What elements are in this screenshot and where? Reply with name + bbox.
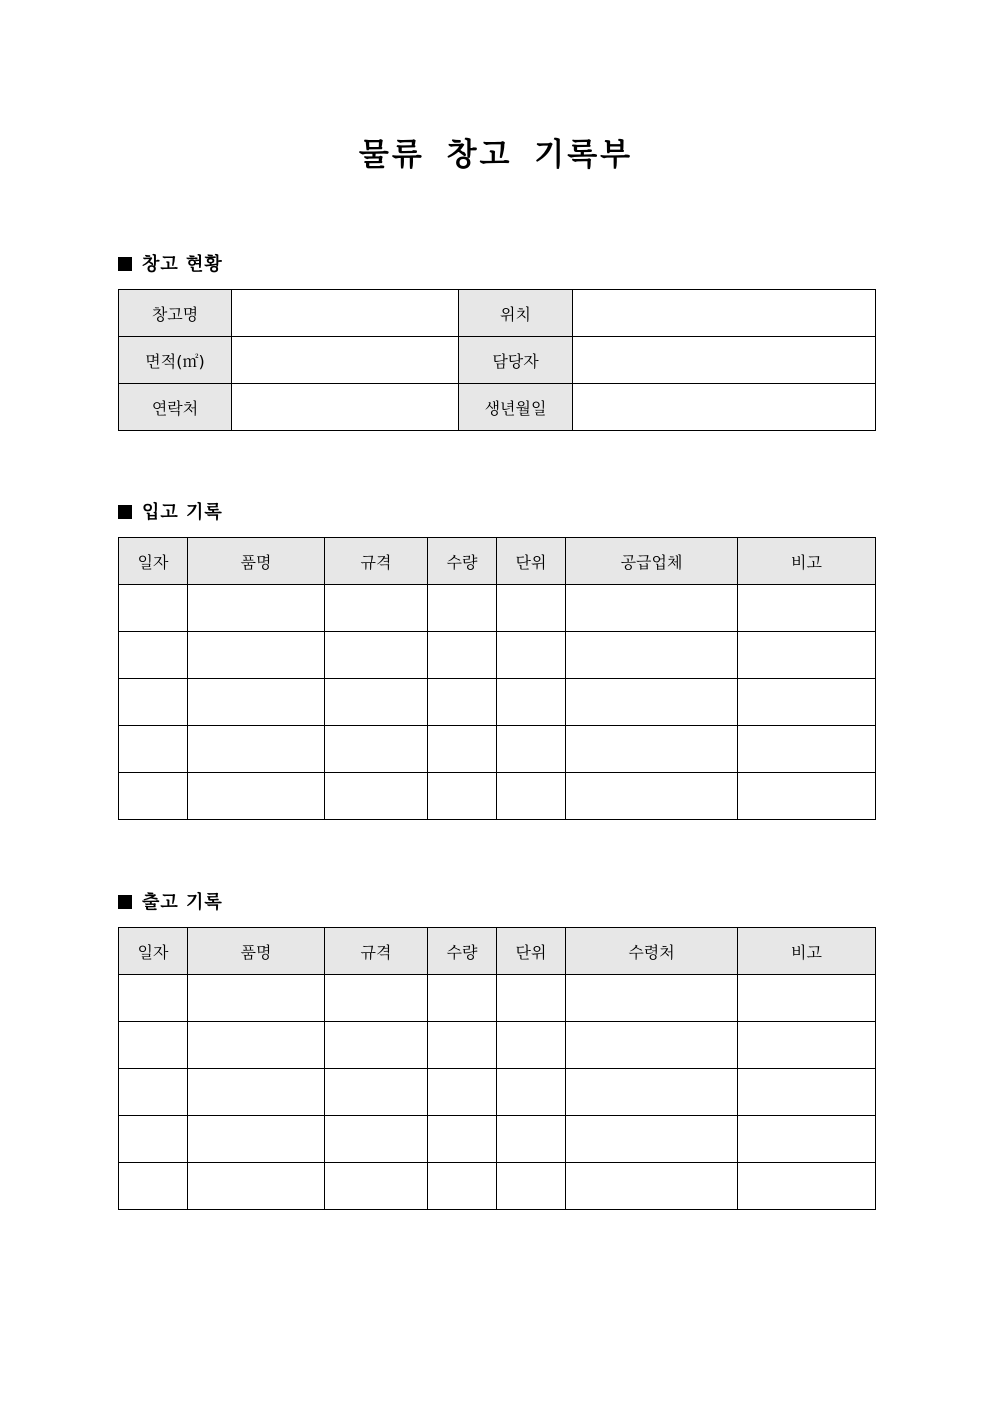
table-cell[interactable] xyxy=(566,585,738,632)
table-cell[interactable] xyxy=(566,679,738,726)
table-cell[interactable] xyxy=(325,632,428,679)
table-cell[interactable] xyxy=(188,1069,325,1116)
table-cell[interactable] xyxy=(119,726,188,773)
table-cell[interactable] xyxy=(325,679,428,726)
table-cell[interactable] xyxy=(119,1022,188,1069)
column-header-item: 품명 xyxy=(188,928,325,975)
table-cell[interactable] xyxy=(497,1022,566,1069)
birthdate-field[interactable] xyxy=(573,384,876,431)
section-heading-text: 창고 현황 xyxy=(142,254,223,275)
column-header-unit: 단위 xyxy=(497,538,566,585)
table-cell[interactable] xyxy=(738,773,876,820)
label-manager: 담당자 xyxy=(459,337,573,384)
table-cell[interactable] xyxy=(497,773,566,820)
table-cell[interactable] xyxy=(188,1163,325,1210)
table-cell[interactable] xyxy=(188,1022,325,1069)
table-row xyxy=(119,975,876,1022)
table-cell[interactable] xyxy=(497,585,566,632)
square-bullet-icon xyxy=(118,895,132,909)
table-row xyxy=(119,726,876,773)
table-cell[interactable] xyxy=(188,726,325,773)
outbound-record-table xyxy=(118,927,876,1210)
label-location: 위치 xyxy=(459,290,573,337)
table-row xyxy=(119,585,876,632)
document-title: 물류 창고 기록부 xyxy=(358,137,634,173)
location-field[interactable] xyxy=(573,290,876,337)
table-row xyxy=(119,632,876,679)
table-cell[interactable] xyxy=(119,975,188,1022)
warehouse-name-field[interactable] xyxy=(232,290,459,337)
table-cell[interactable] xyxy=(566,632,738,679)
column-header-item: 품명 xyxy=(188,538,325,585)
table-cell[interactable] xyxy=(738,975,876,1022)
table-cell[interactable] xyxy=(325,1022,428,1069)
section-heading-warehouse-status xyxy=(118,252,223,278)
label-contact: 연락처 xyxy=(119,384,232,431)
table-cell[interactable] xyxy=(497,1116,566,1163)
column-header-remarks: 비고 xyxy=(738,538,876,585)
table-cell[interactable] xyxy=(428,1022,497,1069)
table-header-row xyxy=(119,538,876,585)
table-cell[interactable] xyxy=(325,585,428,632)
table-cell[interactable] xyxy=(497,975,566,1022)
table-row xyxy=(119,1163,876,1210)
column-header-spec: 규격 xyxy=(325,538,428,585)
square-bullet-icon xyxy=(118,257,132,271)
table-cell[interactable] xyxy=(428,679,497,726)
table-cell[interactable] xyxy=(738,1116,876,1163)
table-cell[interactable] xyxy=(428,975,497,1022)
table-cell[interactable] xyxy=(188,975,325,1022)
table-cell[interactable] xyxy=(119,1069,188,1116)
label-birthdate: 생년월일 xyxy=(459,384,573,431)
table-cell[interactable] xyxy=(738,679,876,726)
table-cell[interactable] xyxy=(325,1069,428,1116)
column-header-quantity: 수량 xyxy=(428,538,497,585)
table-cell[interactable] xyxy=(738,1163,876,1210)
table-cell[interactable] xyxy=(497,632,566,679)
table-cell[interactable] xyxy=(119,632,188,679)
table-row xyxy=(119,290,876,337)
table-cell[interactable] xyxy=(738,1022,876,1069)
table-cell[interactable] xyxy=(566,726,738,773)
column-header-date: 일자 xyxy=(119,538,188,585)
column-header-unit: 단위 xyxy=(497,928,566,975)
table-cell[interactable] xyxy=(566,1022,738,1069)
warehouse-status-table xyxy=(118,289,876,431)
section-heading-text: 입고 기록 xyxy=(142,502,223,523)
table-cell[interactable] xyxy=(428,585,497,632)
table-cell[interactable] xyxy=(738,726,876,773)
table-cell[interactable] xyxy=(428,773,497,820)
table-cell[interactable] xyxy=(566,773,738,820)
section-heading-outbound xyxy=(118,890,223,916)
table-cell[interactable] xyxy=(325,726,428,773)
label-warehouse-name: 창고명 xyxy=(119,290,232,337)
column-header-spec: 규격 xyxy=(325,928,428,975)
table-cell[interactable] xyxy=(566,1069,738,1116)
table-cell[interactable] xyxy=(428,1116,497,1163)
section-heading-inbound xyxy=(118,500,223,526)
column-header-recipient: 수령처 xyxy=(566,928,738,975)
table-row xyxy=(119,1022,876,1069)
table-cell[interactable] xyxy=(428,1163,497,1210)
table-cell[interactable] xyxy=(566,1163,738,1210)
table-cell[interactable] xyxy=(566,1116,738,1163)
table-cell[interactable] xyxy=(188,632,325,679)
table-cell[interactable] xyxy=(188,1116,325,1163)
table-row xyxy=(119,679,876,726)
table-cell[interactable] xyxy=(428,726,497,773)
table-cell[interactable] xyxy=(325,1163,428,1210)
table-cell[interactable] xyxy=(119,773,188,820)
table-row xyxy=(119,337,876,384)
table-row xyxy=(119,1116,876,1163)
table-cell[interactable] xyxy=(738,1069,876,1116)
table-cell[interactable] xyxy=(497,1069,566,1116)
table-cell[interactable] xyxy=(428,1069,497,1116)
table-cell[interactable] xyxy=(497,726,566,773)
table-cell[interactable] xyxy=(738,632,876,679)
square-bullet-icon xyxy=(118,505,132,519)
column-header-date: 일자 xyxy=(119,928,188,975)
table-row xyxy=(119,384,876,431)
table-header-row xyxy=(119,928,876,975)
table-cell[interactable] xyxy=(188,679,325,726)
column-header-remarks: 비고 xyxy=(738,928,876,975)
table-cell[interactable] xyxy=(188,585,325,632)
table-cell[interactable] xyxy=(119,1116,188,1163)
table-cell[interactable] xyxy=(497,1163,566,1210)
inbound-record-table xyxy=(118,537,876,820)
manager-field[interactable] xyxy=(573,337,876,384)
table-row xyxy=(119,1069,876,1116)
table-cell[interactable] xyxy=(428,632,497,679)
table-cell[interactable] xyxy=(325,773,428,820)
table-cell[interactable] xyxy=(119,585,188,632)
table-cell[interactable] xyxy=(119,1163,188,1210)
table-cell[interactable] xyxy=(738,585,876,632)
table-row xyxy=(119,773,876,820)
label-area: 면적(㎡) xyxy=(119,337,232,384)
column-header-supplier: 공급업체 xyxy=(566,538,738,585)
table-cell[interactable] xyxy=(325,1116,428,1163)
table-cell[interactable] xyxy=(325,975,428,1022)
table-cell[interactable] xyxy=(119,679,188,726)
contact-field[interactable] xyxy=(232,384,459,431)
area-field[interactable] xyxy=(232,337,459,384)
column-header-quantity: 수량 xyxy=(428,928,497,975)
table-cell[interactable] xyxy=(497,679,566,726)
table-cell[interactable] xyxy=(188,773,325,820)
table-cell[interactable] xyxy=(566,975,738,1022)
section-heading-text: 출고 기록 xyxy=(142,892,223,913)
